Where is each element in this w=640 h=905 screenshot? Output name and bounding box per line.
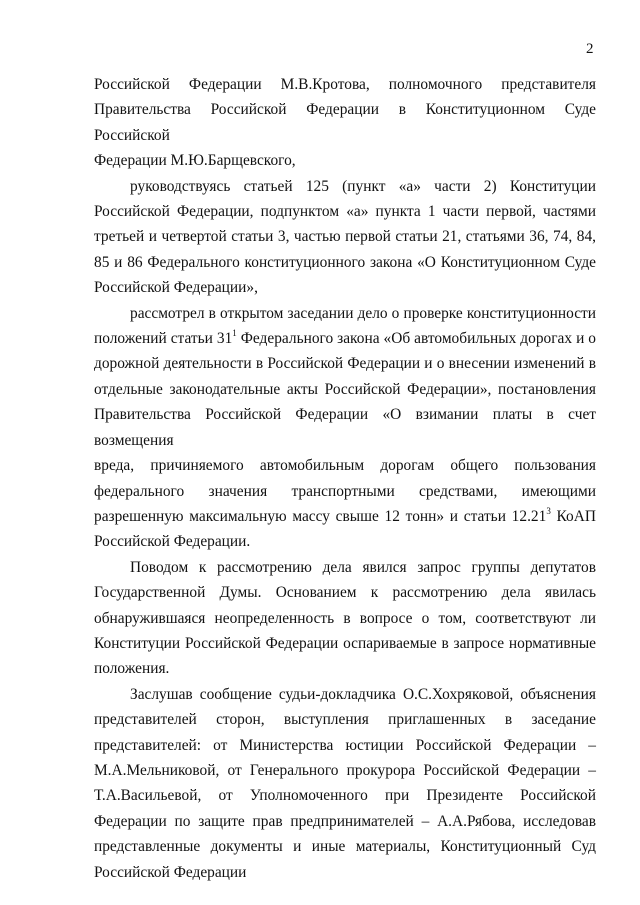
text-segment: положений статьи 31 [94,330,233,348]
text-line: третьей и четвертой статьи 3, частью первой статьи 21, статьями 36, 74, 84, [94,228,596,246]
text-line: Т.А.Васильевой, от Уполномоченного при Президенте Российской [94,787,596,805]
text-line: дорожной деятельности в Российской Федерации и о внесении изменений в [94,355,596,373]
text-segment: разрешенную максимальную массу свыше 12 тонн» и статьи 12.21 [94,507,547,525]
text-line: представителей сторон, выступления приглашенных в заседание [94,711,596,729]
text-line: Федерации М.Ю.Барщевского, [94,152,296,170]
text-line: представленные документы и иные материалы, Конституционный Суд [94,838,596,856]
text-line: Российской Федерации. [94,533,251,551]
text-line: Российской Федерации [94,863,247,881]
text-line: М.А.Мельниковой, от Генерального прокурора Российской Федерации – [94,761,596,779]
text-line: Российской Федерации», [94,279,258,297]
text-line: 85 и 86 Федерального конституционного закона «О Конституционном Суде [94,253,596,271]
text-line: Правительства Российской Федерации «О взимании платы в счет возмещения [94,406,596,449]
text-line: вреда, причиняемого автомобильным дорогам общего пользования [94,457,596,475]
paragraph [94,555,596,682]
text-line: положения. [94,660,170,678]
text-line: представителей: от Министерства юстиции Российской Федерации – [94,736,596,754]
text-segment: КоАП [550,507,596,525]
text-line: Правительства Российской Федерации в Конституционном Суде Российской [94,101,596,144]
paragraph [94,72,596,174]
superscript: 3 [546,505,551,516]
superscript: 1 [232,327,237,338]
text-line: рассмотрел в открытом заседании дело о проверке конституционности [130,304,596,322]
text-line [94,504,596,529]
text-line: отдельные законодательные акты Российской Федерации», постановления [94,380,596,398]
page-number: 2 [586,41,594,57]
paragraph [94,174,596,301]
text-line: Конституции Российской Федерации оспариваемые в запросе нормативные [94,634,596,652]
text-line: руководствуясь статьей 125 (пункт «а» части 2) Конституции [130,177,596,195]
text-line: Поводом к рассмотрению дела явился запрос группы депутатов [130,558,596,576]
text-line: обнаружившаяся неопределенность в вопросе о том, соответствуют ли [94,609,596,627]
text-line: Федерации по защите прав предпринимателей – А.А.Рябова, исследовав [94,812,596,830]
text-segment: Федерального закона «Об автомобильных дорогах и о [236,330,597,348]
text-line: Российской Федерации М.В.Кротова, полномочного представителя [94,76,596,93]
paragraph [94,301,596,555]
text-line: федерального значения транспортными средствами, имеющими [94,482,596,500]
text-line: Заслушав сообщение судьи-докладчика О.С.Хохряковой, объяснения [130,685,596,703]
text-line: Государственной Думы. Основанием к рассмотрению дела явилась [94,584,596,602]
document-body [94,72,596,885]
text-line [94,326,596,351]
paragraph [94,682,596,885]
text-line: Российской Федерации, подпунктом «а» пункта 1 части первой, частями [94,203,596,221]
